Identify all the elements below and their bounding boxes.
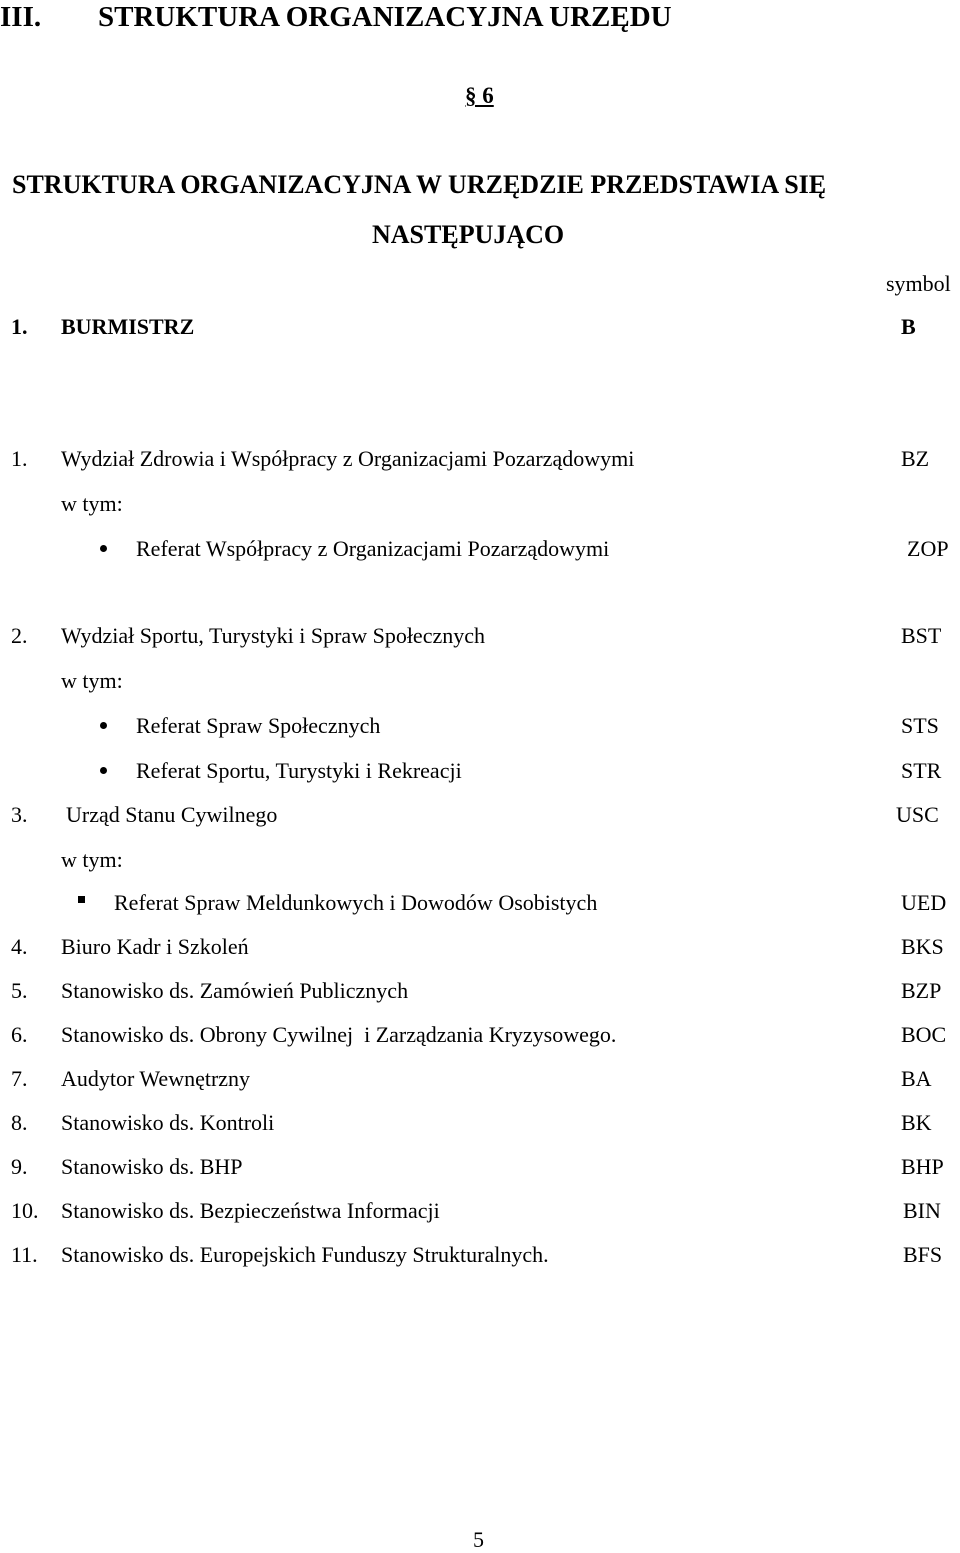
row-label: Wydział Sportu, Turystyki i Spraw Społecznych: [61, 623, 485, 648]
sub-unit-row: [0, 890, 960, 916]
row-symbol: BST: [901, 623, 942, 648]
row-symbol: ZOP: [907, 536, 949, 561]
chapter-title: STRUKTURA ORGANIZACYJNA URZĘDU: [98, 1, 672, 33]
row-label: Referat Współpracy z Organizacjami Pozarządowymi: [136, 536, 610, 561]
row-symbol: BZP: [901, 978, 942, 1003]
section-reference: § 6: [465, 83, 494, 108]
bullet-icon: [100, 545, 107, 552]
row-label: Wydział Zdrowia i Współpracy z Organizacjami Pozarządowymi: [61, 446, 635, 471]
row-symbol: BHP: [901, 1154, 944, 1179]
in-which-label: w tym:: [61, 668, 123, 693]
row-label: Audytor Wewnętrzny: [61, 1066, 251, 1091]
row-number: 6.: [11, 1022, 28, 1047]
row-number: 8.: [11, 1110, 28, 1135]
burmistrz-row: [0, 314, 960, 340]
document-title-line-1: STRUKTURA ORGANIZACYJNA W URZĘDZIE PRZEDSTAWIA SIĘ: [12, 170, 827, 199]
row-symbol: UED: [901, 890, 947, 915]
row-number: 5.: [11, 978, 28, 1003]
unit-row: [0, 1154, 960, 1180]
row-label: BURMISTRZ: [61, 314, 195, 339]
row-label: Stanowisko ds. BHP: [61, 1154, 243, 1179]
unit-row: [0, 802, 960, 828]
row-symbol: BA: [901, 1066, 932, 1091]
row-label: Stanowisko ds. Bezpieczeństwa Informacji: [61, 1198, 440, 1223]
row-number: 4.: [11, 934, 28, 959]
in-which-label: w tym:: [61, 491, 123, 516]
row-number: 2.: [11, 623, 28, 648]
row-symbol: STS: [901, 713, 939, 738]
chapter-number: III.: [0, 1, 42, 33]
sub-unit-row: [0, 536, 960, 562]
row-number: 1.: [11, 314, 28, 339]
unit-row: [0, 446, 960, 472]
unit-row: [0, 1110, 960, 1136]
bullet-icon: [100, 722, 107, 729]
unit-row: [0, 1242, 960, 1268]
chapter-heading: [0, 0, 960, 34]
row-number: 7.: [11, 1066, 28, 1091]
row-symbol: BOC: [901, 1022, 947, 1047]
row-symbol: USC: [896, 802, 939, 827]
page-number: 5: [473, 1527, 484, 1552]
row-label: Referat Sportu, Turystyki i Rekreacji: [136, 758, 462, 783]
sub-unit-row: [0, 758, 960, 784]
row-symbol: BFS: [903, 1242, 943, 1267]
row-label: Stanowisko ds. Obrony Cywilnej i Zarządzania Kryzysowego.: [61, 1022, 617, 1047]
sub-unit-row: [0, 713, 960, 739]
unit-row: [0, 978, 960, 1004]
row-label: Urząd Stanu Cywilnego: [66, 802, 278, 827]
row-symbol: BK: [901, 1110, 932, 1135]
row-number: 11.: [11, 1242, 38, 1267]
unit-row: [0, 1022, 960, 1048]
unit-row: [0, 623, 960, 649]
row-number: 3.: [11, 802, 28, 827]
unit-row: [0, 1066, 960, 1092]
row-number: 9.: [11, 1154, 28, 1179]
bullet-icon: [100, 767, 107, 774]
row-number: 10.: [11, 1198, 39, 1223]
unit-row: [0, 1198, 960, 1224]
square-bullet-icon: [78, 896, 85, 903]
unit-row: [0, 934, 960, 960]
row-label: Referat Spraw Meldunkowych i Dowodów Osobistych: [114, 890, 598, 915]
symbol-column-header: symbol: [886, 271, 951, 296]
row-label: Referat Spraw Społecznych: [136, 713, 381, 738]
document-title-line-2: NASTĘPUJĄCO: [372, 220, 565, 249]
in-which-label: w tym:: [61, 847, 123, 872]
row-label: Stanowisko ds. Zamówień Publicznych: [61, 978, 409, 1003]
row-symbol: B: [901, 314, 916, 339]
row-symbol: STR: [901, 758, 942, 783]
row-symbol: BIN: [903, 1198, 941, 1223]
row-label: Stanowisko ds. Europejskich Funduszy Strukturalnych.: [61, 1242, 549, 1267]
row-symbol: BZ: [901, 446, 930, 471]
row-number: 1.: [11, 446, 28, 471]
row-symbol: BKS: [901, 934, 944, 959]
row-label: Biuro Kadr i Szkoleń: [61, 934, 249, 959]
row-label: Stanowisko ds. Kontroli: [61, 1110, 275, 1135]
